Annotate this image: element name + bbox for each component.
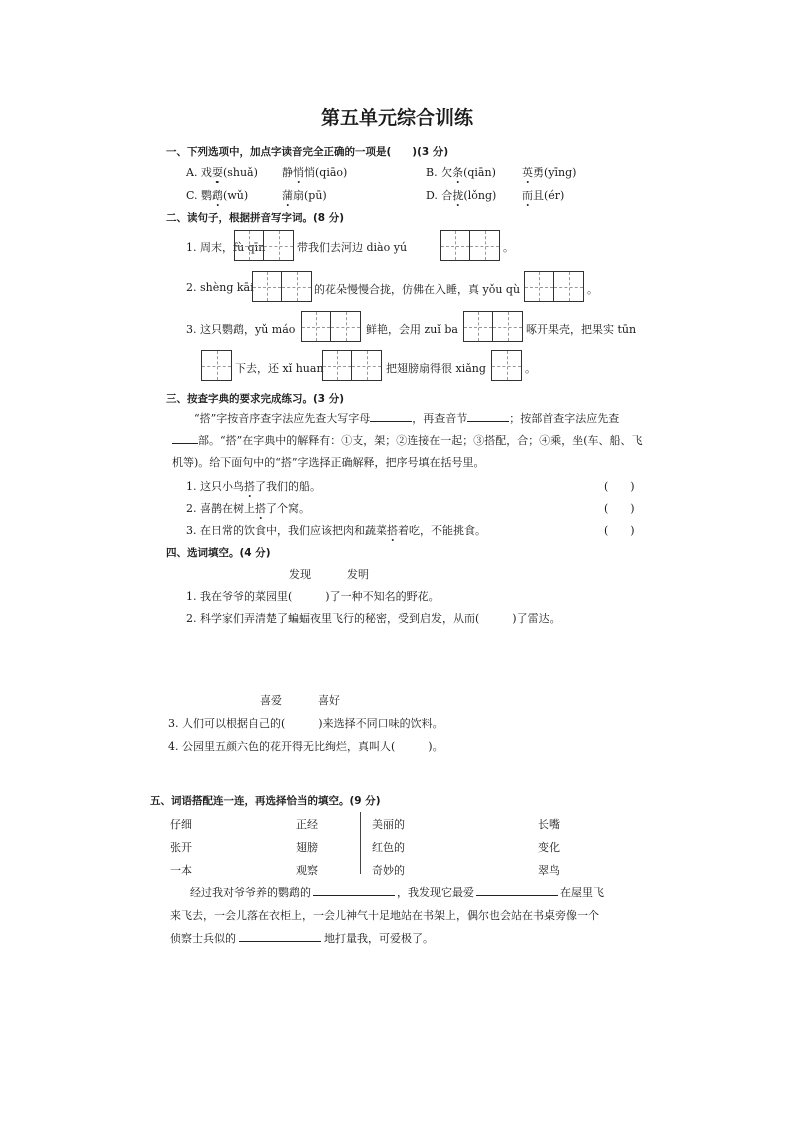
word-choice-2: 发明 (347, 568, 369, 581)
answer-blank[interactable] (172, 443, 198, 444)
q2-1-end: 。 (503, 241, 514, 254)
match-right-word[interactable]: 观察 (296, 864, 318, 877)
answer-blank[interactable] (370, 421, 412, 422)
word-choice-3: 喜爱 (260, 694, 282, 707)
fill-text-6: 地打量我，可爱极了。 (324, 932, 434, 945)
match-left-word[interactable]: 一本 (170, 864, 192, 877)
s3-question-1: 1. 这只小鸟搭了我们的船。 (186, 480, 321, 493)
writing-grid[interactable] (440, 230, 500, 261)
answer-paren[interactable]: ( ) (604, 502, 635, 515)
answer-blank[interactable] (467, 421, 509, 422)
para-text-3: ；按部首查字法 (509, 412, 587, 425)
para-text-1: “搭”字按音序查字法应先查大写字母 (194, 412, 371, 425)
q2-1-part1: 1. 周末，fù qīn (186, 241, 266, 254)
q2-3-part1: 3. 这只鹦鹉，yǔ máo (186, 323, 296, 336)
q2-2-end: 。 (587, 283, 598, 296)
column-divider (360, 812, 361, 874)
section-3-paragraph (172, 408, 644, 474)
option-d-word1: D. 合拢(lǒng) (426, 189, 497, 202)
option-a-word1: A. 戏耍(shuǎ) (186, 166, 258, 179)
fill-text-5: 侦察士兵似的 (170, 932, 236, 945)
answer-paren[interactable]: ( ) (604, 524, 635, 537)
writing-grid[interactable] (234, 230, 294, 261)
para-text-4: 应先查 (586, 412, 620, 425)
fill-text-line-2: 来飞去，一会儿落在衣柜上，一会儿神气十足地站在书架上，偶尔也会站在书桌旁像一个 (170, 909, 599, 922)
para-text-2: ，再查音节 (412, 412, 468, 425)
s3-question-2: 2. 喜鹊在树上搭了个窝。 (186, 502, 310, 515)
fill-text-line-1 (190, 884, 604, 900)
section-4-heading: 四、选词填空。(4 分) (166, 547, 271, 559)
q2-2-part1: 2. shèng kāi (186, 281, 254, 294)
s4-question-2: 2. 科学家们弄清楚了蝙蝠夜里飞行的秘密，受到启发，从而( )了雷达。 (186, 612, 561, 625)
writing-grid[interactable] (491, 350, 522, 381)
s4-question-3: 3. 人们可以根据自己的( )来选择不同口味的饮料。 (168, 717, 444, 730)
word-choice-1: 发现 (289, 568, 311, 581)
answer-paren[interactable]: ( ) (604, 480, 635, 493)
fill-text-1: 经过我对爷爷养的鹦鹉的 (190, 886, 311, 899)
match-right-word[interactable]: 正经 (296, 818, 318, 831)
match-right-word[interactable]: 翅膀 (296, 841, 318, 854)
q2-3-part4: 下去，还 xǐ huan (235, 362, 324, 375)
option-c-word2: 蒲扇(pū) (282, 189, 327, 202)
writing-grid[interactable] (524, 271, 584, 302)
s4-question-4: 4. 公园里五颜六色的花开得无比绚烂，真叫人( )。 (168, 740, 444, 753)
q2-3-part2: 鲜艳，会用 zuǐ ba (366, 323, 458, 336)
match-left-word[interactable]: 奇妙的 (372, 864, 405, 877)
para-text-5: 部。“搭”在字典中的解释有：①支，架；②连接在一起；③搭配，合；④乘，坐(车、船、飞机等)。给下面句中的“搭”字选择正确解释，把序号填在括号里。 (172, 434, 643, 469)
section-5-heading: 五、词语搭配连一连，再选择恰当的填空。(9 分) (150, 795, 381, 807)
answer-blank[interactable] (313, 895, 395, 896)
q2-3-part5: 把翅膀扇得很 xiǎng (386, 362, 486, 375)
match-right-word[interactable]: 变化 (538, 841, 560, 854)
match-right-word[interactable]: 翠鸟 (538, 864, 560, 877)
writing-grid[interactable] (322, 350, 382, 381)
page-title: 第五单元综合训练 (320, 107, 473, 129)
match-left-word[interactable]: 仔细 (170, 818, 192, 831)
q2-2-part2: 的花朵慢慢合拢，仿佛在入睡，真 yǒu qù (314, 283, 521, 296)
section-1-heading: 一、下列选项中，加点字读音完全正确的一项是( )(3 分) (166, 146, 449, 158)
section-2-heading: 二、读句子，根据拼音写字词。(8 分) (166, 212, 345, 224)
option-c-word1: C. 鹦鹉(wǔ) (186, 189, 249, 202)
word-choice-4: 喜好 (318, 694, 340, 707)
writing-grid[interactable] (201, 350, 232, 381)
fill-text-line-3 (170, 930, 434, 946)
option-d-word2: 而且(ér) (522, 189, 565, 202)
match-right-word[interactable]: 长嘴 (538, 818, 560, 831)
option-b-word1: B. 欠条(qiān) (426, 166, 496, 179)
q2-3-end: 。 (525, 362, 536, 375)
option-b-word2: 英勇(yīng) (522, 166, 577, 179)
writing-grid[interactable] (463, 311, 523, 342)
s4-question-1: 1. 我在爷爷的菜园里( )了一种不知名的野花。 (186, 590, 440, 603)
fill-text-3: 在屋里飞 (560, 886, 604, 899)
match-left-word[interactable]: 张开 (170, 841, 192, 854)
writing-grid[interactable] (252, 271, 312, 302)
answer-blank[interactable] (239, 941, 321, 942)
q2-3-part3: 啄开果壳，把果实 tūn (526, 323, 637, 336)
section-3-heading: 三、按查字典的要求完成练习。(3 分) (166, 393, 345, 405)
match-left-word[interactable]: 红色的 (372, 841, 405, 854)
writing-grid[interactable] (301, 311, 361, 342)
match-left-word[interactable]: 美丽的 (372, 818, 405, 831)
fill-text-2: ，我发现它最爱 (397, 886, 474, 899)
answer-blank[interactable] (476, 895, 558, 896)
s3-question-3: 3. 在日常的饮食中，我们应该把肉和蔬菜搭着吃，不能挑食。 (186, 524, 486, 537)
option-a-word2: 静悄悄(qiāo) (282, 166, 348, 179)
q2-1-part2: 带我们去河边 diào yú (297, 241, 408, 254)
